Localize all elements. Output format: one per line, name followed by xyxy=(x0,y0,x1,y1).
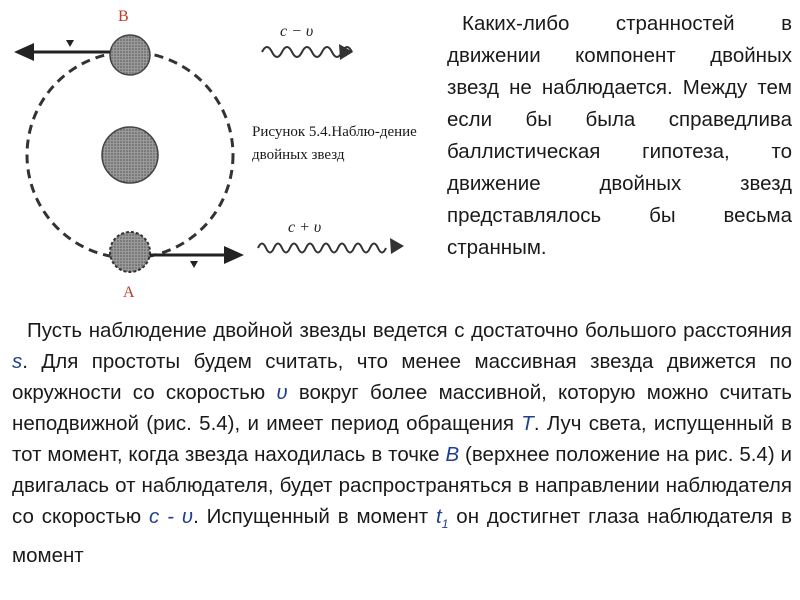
wave-top xyxy=(262,23,353,60)
velocity-arrow-a xyxy=(150,246,244,268)
wave-bottom-label: c + υ xyxy=(288,219,322,236)
variable-v: υ xyxy=(276,381,288,404)
variable-b: B xyxy=(445,443,460,466)
wave-top-label: c − υ xyxy=(280,23,314,40)
star-a xyxy=(110,232,150,272)
velocity-arrow-b xyxy=(14,40,110,61)
binary-star-figure xyxy=(0,0,440,315)
main-text-part-1: Пусть наблюдение двойной звезды ведется с достаточно большого расстояния xyxy=(27,319,792,342)
main-text-part-3: вокруг более массивной, которую можно считать неподвижной (рис. 5.4), и имеет период обращения xyxy=(12,381,792,435)
right-paragraph: Каких-либо странностей в движении компонент двойных звезд не наблюдается. Между тем если бы была справедлива баллистическая гипотеза, то движение двойных звезд представлялось бы весьма странным. xyxy=(447,12,792,259)
variable-s: s xyxy=(12,350,23,373)
main-text-part-5: (верхнее положение на рис. 5.4) и двигалась от наблюдателя, будет распространяться в направлении наблюдателя со скоростью xyxy=(12,443,793,528)
main-text-part-7: он достигнет глаза наблюдателя в момент xyxy=(12,505,792,568)
main-text-part-2: . Для простоты будем считать, что менее массивная звезда движется по окружности со скоростью xyxy=(12,350,792,404)
variable-t1-base: t xyxy=(436,505,442,528)
variable-t1 xyxy=(436,505,449,532)
variable-t1-subscript: 1 xyxy=(441,517,449,532)
variable-c-minus-v: c - υ xyxy=(148,505,194,528)
central-star xyxy=(102,127,158,183)
main-paragraph xyxy=(12,315,792,571)
point-a-label: A xyxy=(123,284,135,301)
star-b xyxy=(110,35,150,75)
wave-bottom xyxy=(258,219,404,254)
variable-t: T xyxy=(521,412,534,435)
main-text-part-4: . Луч света, испущенный в тот момент, когда звезда находилась в точке xyxy=(12,412,793,466)
point-b-label: B xyxy=(118,8,129,25)
main-text-part-6: . Испущенный в момент xyxy=(193,505,437,528)
figure-caption: Рисунок 5.4.Наблю-дение двойных звезд xyxy=(252,124,417,163)
